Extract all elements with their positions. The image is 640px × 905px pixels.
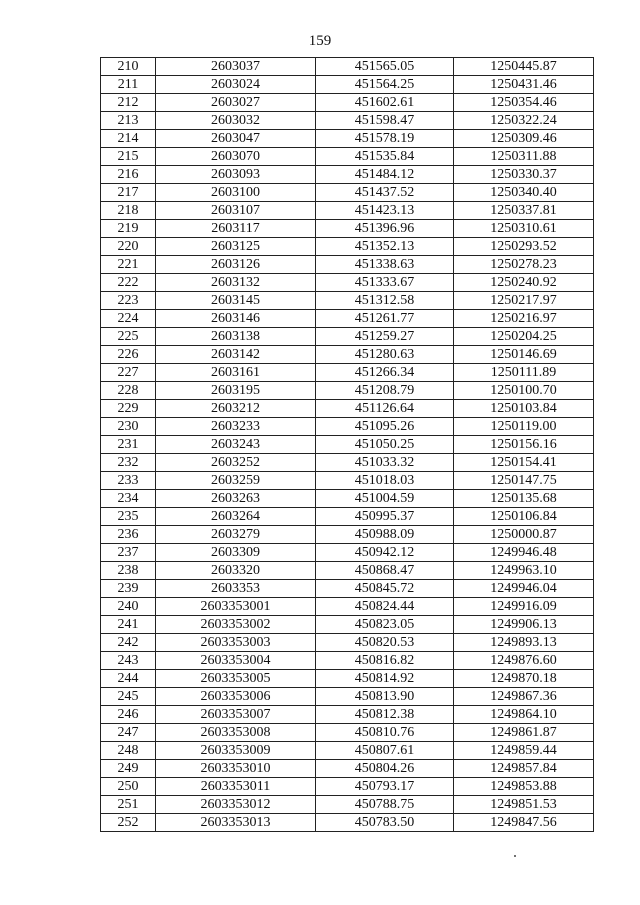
- row-number-cell: 227: [101, 364, 156, 382]
- row-number-cell: 249: [101, 760, 156, 778]
- table-row: [101, 202, 594, 220]
- point-id-cell: 2603353013: [156, 814, 316, 832]
- x-coordinate-cell: 451352.13: [316, 238, 454, 256]
- x-coordinate-cell: 451266.34: [316, 364, 454, 382]
- x-coordinate-cell: 450793.17: [316, 778, 454, 796]
- point-id-cell: 2603353012: [156, 796, 316, 814]
- row-number-cell: 219: [101, 220, 156, 238]
- y-coordinate-cell: 1250217.97: [454, 292, 594, 310]
- point-id-cell: 2603024: [156, 76, 316, 94]
- row-number-cell: 239: [101, 580, 156, 598]
- table-row: [101, 652, 594, 670]
- y-coordinate-cell: 1250310.61: [454, 220, 594, 238]
- point-id-cell: 2603353003: [156, 634, 316, 652]
- table-row: [101, 706, 594, 724]
- table-row: [101, 346, 594, 364]
- x-coordinate-cell: 451333.67: [316, 274, 454, 292]
- y-coordinate-cell: 1249946.48: [454, 544, 594, 562]
- table-row: [101, 238, 594, 256]
- x-coordinate-cell: 450804.26: [316, 760, 454, 778]
- y-coordinate-cell: 1249963.10: [454, 562, 594, 580]
- y-coordinate-cell: 1250330.37: [454, 166, 594, 184]
- row-number-cell: 243: [101, 652, 156, 670]
- row-number-cell: 235: [101, 508, 156, 526]
- y-coordinate-cell: 1249864.10: [454, 706, 594, 724]
- row-number-cell: 211: [101, 76, 156, 94]
- point-id-cell: 2603037: [156, 58, 316, 76]
- point-id-cell: 2603093: [156, 166, 316, 184]
- x-coordinate-cell: 450995.37: [316, 508, 454, 526]
- row-number-cell: 216: [101, 166, 156, 184]
- point-id-cell: 2603125: [156, 238, 316, 256]
- point-id-cell: 2603353009: [156, 742, 316, 760]
- page-number: 159: [308, 33, 332, 49]
- x-coordinate-cell: 450810.76: [316, 724, 454, 742]
- table-row: [101, 580, 594, 598]
- table-row: [101, 508, 594, 526]
- row-number-cell: 236: [101, 526, 156, 544]
- point-id-cell: 2603353004: [156, 652, 316, 670]
- table-row: [101, 634, 594, 652]
- coordinates-table-body: [101, 58, 594, 832]
- point-id-cell: 2603233: [156, 418, 316, 436]
- row-number-cell: 220: [101, 238, 156, 256]
- x-coordinate-cell: 450816.82: [316, 652, 454, 670]
- row-number-cell: 240: [101, 598, 156, 616]
- table-row: [101, 382, 594, 400]
- row-number-cell: 251: [101, 796, 156, 814]
- y-coordinate-cell: 1250154.41: [454, 454, 594, 472]
- x-coordinate-cell: 450788.75: [316, 796, 454, 814]
- point-id-cell: 2603353005: [156, 670, 316, 688]
- row-number-cell: 232: [101, 454, 156, 472]
- row-number-cell: 230: [101, 418, 156, 436]
- y-coordinate-cell: 1250240.92: [454, 274, 594, 292]
- row-number-cell: 217: [101, 184, 156, 202]
- table-row: [101, 598, 594, 616]
- row-number-cell: 228: [101, 382, 156, 400]
- table-row: [101, 292, 594, 310]
- x-coordinate-cell: 451280.63: [316, 346, 454, 364]
- y-coordinate-cell: 1249861.87: [454, 724, 594, 742]
- row-number-cell: 234: [101, 490, 156, 508]
- point-id-cell: 2603309: [156, 544, 316, 562]
- scan-speck: [514, 855, 516, 857]
- y-coordinate-cell: 1249906.13: [454, 616, 594, 634]
- table-row: [101, 472, 594, 490]
- x-coordinate-cell: 451259.27: [316, 328, 454, 346]
- x-coordinate-cell: 450807.61: [316, 742, 454, 760]
- point-id-cell: 2603353007: [156, 706, 316, 724]
- y-coordinate-cell: 1250119.00: [454, 418, 594, 436]
- point-id-cell: 2603138: [156, 328, 316, 346]
- table-row: [101, 544, 594, 562]
- row-number-cell: 250: [101, 778, 156, 796]
- row-number-cell: 222: [101, 274, 156, 292]
- y-coordinate-cell: 1249857.84: [454, 760, 594, 778]
- point-id-cell: 2603353002: [156, 616, 316, 634]
- table-row: [101, 310, 594, 328]
- row-number-cell: 221: [101, 256, 156, 274]
- x-coordinate-cell: 451396.96: [316, 220, 454, 238]
- point-id-cell: 2603146: [156, 310, 316, 328]
- y-coordinate-cell: 1250204.25: [454, 328, 594, 346]
- table-row: [101, 778, 594, 796]
- y-coordinate-cell: 1250431.46: [454, 76, 594, 94]
- table-row: [101, 274, 594, 292]
- table-row: [101, 616, 594, 634]
- y-coordinate-cell: 1249859.44: [454, 742, 594, 760]
- table-row: [101, 526, 594, 544]
- point-id-cell: 2603353008: [156, 724, 316, 742]
- row-number-cell: 245: [101, 688, 156, 706]
- table-row: [101, 220, 594, 238]
- x-coordinate-cell: 451578.19: [316, 130, 454, 148]
- y-coordinate-cell: 1250147.75: [454, 472, 594, 490]
- x-coordinate-cell: 450988.09: [316, 526, 454, 544]
- point-id-cell: 2603161: [156, 364, 316, 382]
- row-number-cell: 231: [101, 436, 156, 454]
- table-row: [101, 256, 594, 274]
- row-number-cell: 247: [101, 724, 156, 742]
- y-coordinate-cell: 1249946.04: [454, 580, 594, 598]
- row-number-cell: 218: [101, 202, 156, 220]
- y-coordinate-cell: 1250337.81: [454, 202, 594, 220]
- x-coordinate-cell: 450820.53: [316, 634, 454, 652]
- y-coordinate-cell: 1250000.87: [454, 526, 594, 544]
- table-row: [101, 796, 594, 814]
- y-coordinate-cell: 1250156.16: [454, 436, 594, 454]
- x-coordinate-cell: 451004.59: [316, 490, 454, 508]
- y-coordinate-cell: 1250278.23: [454, 256, 594, 274]
- x-coordinate-cell: 451095.26: [316, 418, 454, 436]
- point-id-cell: 2603259: [156, 472, 316, 490]
- row-number-cell: 233: [101, 472, 156, 490]
- table-row: [101, 364, 594, 382]
- table-row: [101, 130, 594, 148]
- y-coordinate-cell: 1250309.46: [454, 130, 594, 148]
- point-id-cell: 2603279: [156, 526, 316, 544]
- point-id-cell: 2603107: [156, 202, 316, 220]
- x-coordinate-cell: 451050.25: [316, 436, 454, 454]
- y-coordinate-cell: 1249867.36: [454, 688, 594, 706]
- table-row: [101, 94, 594, 112]
- x-coordinate-cell: 450823.05: [316, 616, 454, 634]
- point-id-cell: 2603263: [156, 490, 316, 508]
- x-coordinate-cell: 450814.92: [316, 670, 454, 688]
- table-row: [101, 400, 594, 418]
- x-coordinate-cell: 451565.05: [316, 58, 454, 76]
- point-id-cell: 2603027: [156, 94, 316, 112]
- row-number-cell: 226: [101, 346, 156, 364]
- row-number-cell: 242: [101, 634, 156, 652]
- x-coordinate-cell: 450813.90: [316, 688, 454, 706]
- point-id-cell: 2603032: [156, 112, 316, 130]
- coordinates-table: [100, 57, 594, 832]
- table-row: [101, 724, 594, 742]
- point-id-cell: 2603195: [156, 382, 316, 400]
- x-coordinate-cell: 451484.12: [316, 166, 454, 184]
- point-id-cell: 2603243: [156, 436, 316, 454]
- table-row: [101, 814, 594, 832]
- y-coordinate-cell: 1249853.88: [454, 778, 594, 796]
- y-coordinate-cell: 1249893.13: [454, 634, 594, 652]
- x-coordinate-cell: 451564.25: [316, 76, 454, 94]
- table-row: [101, 76, 594, 94]
- y-coordinate-cell: 1249916.09: [454, 598, 594, 616]
- table-row: [101, 112, 594, 130]
- y-coordinate-cell: 1249851.53: [454, 796, 594, 814]
- table-row: [101, 436, 594, 454]
- row-number-cell: 225: [101, 328, 156, 346]
- point-id-cell: 2603145: [156, 292, 316, 310]
- table-row: [101, 490, 594, 508]
- point-id-cell: 2603212: [156, 400, 316, 418]
- row-number-cell: 229: [101, 400, 156, 418]
- y-coordinate-cell: 1250103.84: [454, 400, 594, 418]
- table-row: [101, 760, 594, 778]
- y-coordinate-cell: 1249847.56: [454, 814, 594, 832]
- row-number-cell: 213: [101, 112, 156, 130]
- x-coordinate-cell: 451338.63: [316, 256, 454, 274]
- x-coordinate-cell: 450812.38: [316, 706, 454, 724]
- y-coordinate-cell: 1250111.89: [454, 364, 594, 382]
- x-coordinate-cell: 450868.47: [316, 562, 454, 580]
- table-row: [101, 670, 594, 688]
- row-number-cell: 241: [101, 616, 156, 634]
- y-coordinate-cell: 1250311.88: [454, 148, 594, 166]
- point-id-cell: 2603117: [156, 220, 316, 238]
- point-id-cell: 2603353: [156, 580, 316, 598]
- row-number-cell: 246: [101, 706, 156, 724]
- row-number-cell: 248: [101, 742, 156, 760]
- y-coordinate-cell: 1250216.97: [454, 310, 594, 328]
- x-coordinate-cell: 451437.52: [316, 184, 454, 202]
- row-number-cell: 212: [101, 94, 156, 112]
- x-coordinate-cell: 451033.32: [316, 454, 454, 472]
- y-coordinate-cell: 1250354.46: [454, 94, 594, 112]
- point-id-cell: 2603126: [156, 256, 316, 274]
- point-id-cell: 2603132: [156, 274, 316, 292]
- y-coordinate-cell: 1250106.84: [454, 508, 594, 526]
- table-row: [101, 58, 594, 76]
- x-coordinate-cell: 451126.64: [316, 400, 454, 418]
- table-row: [101, 454, 594, 472]
- table-row: [101, 562, 594, 580]
- point-id-cell: 2603142: [156, 346, 316, 364]
- y-coordinate-cell: 1250322.24: [454, 112, 594, 130]
- y-coordinate-cell: 1250340.40: [454, 184, 594, 202]
- x-coordinate-cell: 450824.44: [316, 598, 454, 616]
- row-number-cell: 210: [101, 58, 156, 76]
- table-row: [101, 184, 594, 202]
- y-coordinate-cell: 1250100.70: [454, 382, 594, 400]
- row-number-cell: 223: [101, 292, 156, 310]
- x-coordinate-cell: 451602.61: [316, 94, 454, 112]
- point-id-cell: 2603353011: [156, 778, 316, 796]
- point-id-cell: 2603047: [156, 130, 316, 148]
- y-coordinate-cell: 1249870.18: [454, 670, 594, 688]
- x-coordinate-cell: 450845.72: [316, 580, 454, 598]
- table-row: [101, 688, 594, 706]
- x-coordinate-cell: 451018.03: [316, 472, 454, 490]
- row-number-cell: 244: [101, 670, 156, 688]
- table-row: [101, 328, 594, 346]
- x-coordinate-cell: 451598.47: [316, 112, 454, 130]
- row-number-cell: 252: [101, 814, 156, 832]
- point-id-cell: 2603353010: [156, 760, 316, 778]
- table-row: [101, 148, 594, 166]
- y-coordinate-cell: 1250146.69: [454, 346, 594, 364]
- y-coordinate-cell: 1249876.60: [454, 652, 594, 670]
- y-coordinate-cell: 1250135.68: [454, 490, 594, 508]
- x-coordinate-cell: 451208.79: [316, 382, 454, 400]
- table-row: [101, 742, 594, 760]
- row-number-cell: 214: [101, 130, 156, 148]
- x-coordinate-cell: 451261.77: [316, 310, 454, 328]
- point-id-cell: 2603252: [156, 454, 316, 472]
- point-id-cell: 2603353006: [156, 688, 316, 706]
- y-coordinate-cell: 1250445.87: [454, 58, 594, 76]
- point-id-cell: 2603264: [156, 508, 316, 526]
- x-coordinate-cell: 451312.58: [316, 292, 454, 310]
- point-id-cell: 2603070: [156, 148, 316, 166]
- row-number-cell: 238: [101, 562, 156, 580]
- row-number-cell: 224: [101, 310, 156, 328]
- x-coordinate-cell: 451423.13: [316, 202, 454, 220]
- table-row: [101, 418, 594, 436]
- row-number-cell: 237: [101, 544, 156, 562]
- x-coordinate-cell: 451535.84: [316, 148, 454, 166]
- x-coordinate-cell: 450783.50: [316, 814, 454, 832]
- point-id-cell: 2603353001: [156, 598, 316, 616]
- y-coordinate-cell: 1250293.52: [454, 238, 594, 256]
- table-row: [101, 166, 594, 184]
- row-number-cell: 215: [101, 148, 156, 166]
- point-id-cell: 2603320: [156, 562, 316, 580]
- x-coordinate-cell: 450942.12: [316, 544, 454, 562]
- point-id-cell: 2603100: [156, 184, 316, 202]
